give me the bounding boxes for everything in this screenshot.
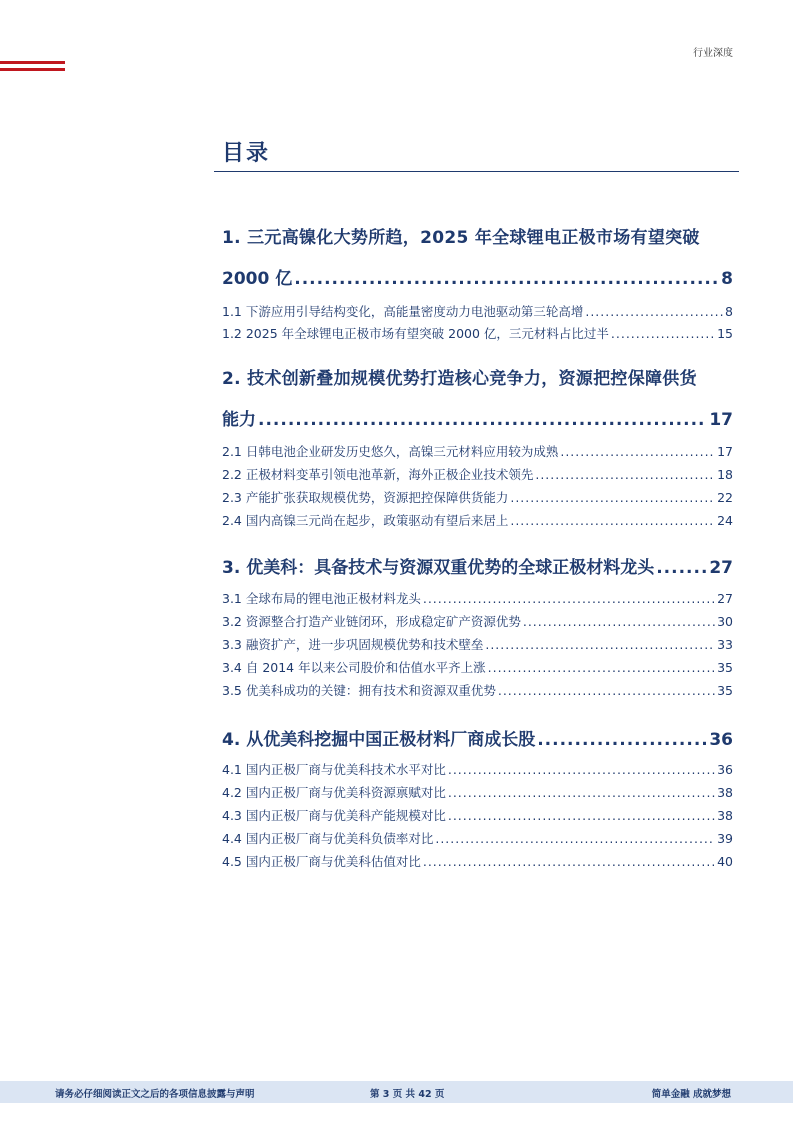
toc-item-label: 3.1 全球布局的锂电池正极材料龙头 <box>222 591 421 606</box>
toc-item[interactable] <box>222 589 733 607</box>
toc-item-label: 4.1 国内正极厂商与优美科技术水平对比 <box>222 762 446 777</box>
toc-section-entry[interactable] <box>222 553 733 578</box>
toc-leader <box>423 854 715 869</box>
toc-item[interactable] <box>222 760 733 778</box>
toc-leader <box>523 614 715 629</box>
toc-section-heading: 4. 从优美科挖掘中国正极材料厂商成长股 <box>222 730 536 750</box>
toc-item-label: 1.1 下游应用引导结构变化，高能量密度动力电池驱动第三轮高增 <box>222 304 584 319</box>
toc-page-number: 18 <box>717 467 733 482</box>
footer-disclaimer: 请务必仔细阅读正文之后的各项信息披露与声明 <box>55 1089 255 1100</box>
toc-title: 目录 <box>222 141 271 166</box>
toc-section-heading-cont: 能力 <box>222 410 256 430</box>
toc-item[interactable] <box>222 852 733 870</box>
toc-page-number: 36 <box>709 730 733 750</box>
toc-page-number: 39 <box>717 831 733 846</box>
footer-slogan: 简单金融 成就梦想 <box>651 1089 731 1100</box>
toc-leader <box>423 591 715 606</box>
toc-leader <box>448 785 715 800</box>
header-accent-bar <box>0 68 65 71</box>
toc-section-heading[interactable]: 1. 三元高镍化大势所趋，2025 年全球锂电正极市场有望突破 <box>222 228 700 248</box>
toc-section-entry[interactable] <box>222 264 733 289</box>
toc-item-label: 1.2 2025 年全球锂电正极市场有望突破 2000 亿，三元材料占比过半 <box>222 326 609 341</box>
toc-item[interactable] <box>222 635 733 653</box>
toc-page-number: 8 <box>725 304 733 319</box>
toc-section-heading-cont: 2000 亿 <box>222 269 293 289</box>
toc-leader <box>560 444 715 459</box>
toc-leader <box>510 490 715 505</box>
toc-leader <box>294 269 719 289</box>
toc-page-number: 17 <box>717 444 733 459</box>
header-accent-bar <box>0 61 65 64</box>
toc-item-label: 2.3 产能扩张获取规模优势，资源把控保障供货能力 <box>222 490 509 505</box>
toc-item-label: 2.4 国内高镍三元尚在起步，政策驱动有望后来居上 <box>222 513 509 528</box>
toc-item[interactable] <box>222 465 733 483</box>
toc-item[interactable] <box>222 829 733 847</box>
toc-item[interactable] <box>222 511 733 529</box>
toc-item[interactable] <box>222 783 733 801</box>
toc-leader <box>258 410 707 430</box>
toc-item-label: 3.5 优美科成功的关键：拥有技术和资源双重优势 <box>222 683 496 698</box>
toc-section-entry[interactable] <box>222 725 733 750</box>
toc-page-number: 33 <box>717 637 733 652</box>
toc-section-heading: 3. 优美科：具备技术与资源双重优势的全球正极材料龙头 <box>222 558 655 578</box>
toc-leader <box>448 808 715 823</box>
toc-leader <box>537 730 707 750</box>
toc-page-number: 38 <box>717 808 733 823</box>
toc-item-label: 3.3 融资扩产，进一步巩固规模优势和技术壁垒 <box>222 637 484 652</box>
toc-leader <box>535 467 715 482</box>
toc-item[interactable] <box>222 612 733 630</box>
toc-page-number: 36 <box>717 762 733 777</box>
toc-page-number: 15 <box>717 326 733 341</box>
toc-page-number: 40 <box>717 854 733 869</box>
toc-item[interactable] <box>222 806 733 824</box>
toc-item-label: 2.1 日韩电池企业研发历史悠久，高镍三元材料应用较为成熟 <box>222 444 559 459</box>
toc-leader <box>435 831 715 846</box>
toc-item-label: 4.5 国内正极厂商与优美科估值对比 <box>222 854 421 869</box>
toc-item[interactable] <box>222 302 733 320</box>
toc-leader <box>485 637 715 652</box>
toc-page-number: 8 <box>721 269 733 289</box>
toc-leader <box>611 326 715 341</box>
title-divider <box>214 171 739 172</box>
toc-leader <box>488 660 715 675</box>
toc-page-number: 30 <box>717 614 733 629</box>
toc-leader <box>498 683 715 698</box>
toc-page-number: 27 <box>717 591 733 606</box>
toc-page-number: 24 <box>717 513 733 528</box>
toc-page-number: 38 <box>717 785 733 800</box>
toc-item-label: 3.4 自 2014 年以来公司股价和估值水平齐上涨 <box>222 660 486 675</box>
toc-page-number: 17 <box>709 410 733 430</box>
toc-item[interactable] <box>222 658 733 676</box>
footer-page-info: 第 3 页 共 42 页 <box>370 1089 445 1100</box>
toc-section-heading[interactable]: 2. 技术创新叠加规模优势打造核心竞争力，资源把控保障供货 <box>222 369 697 389</box>
toc-item-label: 4.2 国内正极厂商与优美科资源禀赋对比 <box>222 785 446 800</box>
toc-leader <box>448 762 715 777</box>
toc-page-number: 35 <box>717 660 733 675</box>
toc-page-number: 27 <box>709 558 733 578</box>
toc-leader <box>510 513 715 528</box>
toc-leader <box>585 304 723 319</box>
toc-item[interactable] <box>222 442 733 460</box>
toc-leader <box>656 558 707 578</box>
toc-item[interactable] <box>222 488 733 506</box>
toc-section-entry[interactable] <box>222 405 733 430</box>
toc-item-label: 3.2 资源整合打造产业链闭环，形成稳定矿产资源优势 <box>222 614 521 629</box>
toc-item-label: 4.4 国内正极厂商与优美科负债率对比 <box>222 831 434 846</box>
toc-item[interactable] <box>222 681 733 699</box>
toc-page-number: 35 <box>717 683 733 698</box>
toc-item-label: 2.2 正极材料变革引领电池革新，海外正极企业技术领先 <box>222 467 534 482</box>
report-type-tag: 行业深度 <box>693 48 733 59</box>
toc-page-number: 22 <box>717 490 733 505</box>
toc-item[interactable] <box>222 324 733 342</box>
toc-item-label: 4.3 国内正极厂商与优美科产能规模对比 <box>222 808 446 823</box>
